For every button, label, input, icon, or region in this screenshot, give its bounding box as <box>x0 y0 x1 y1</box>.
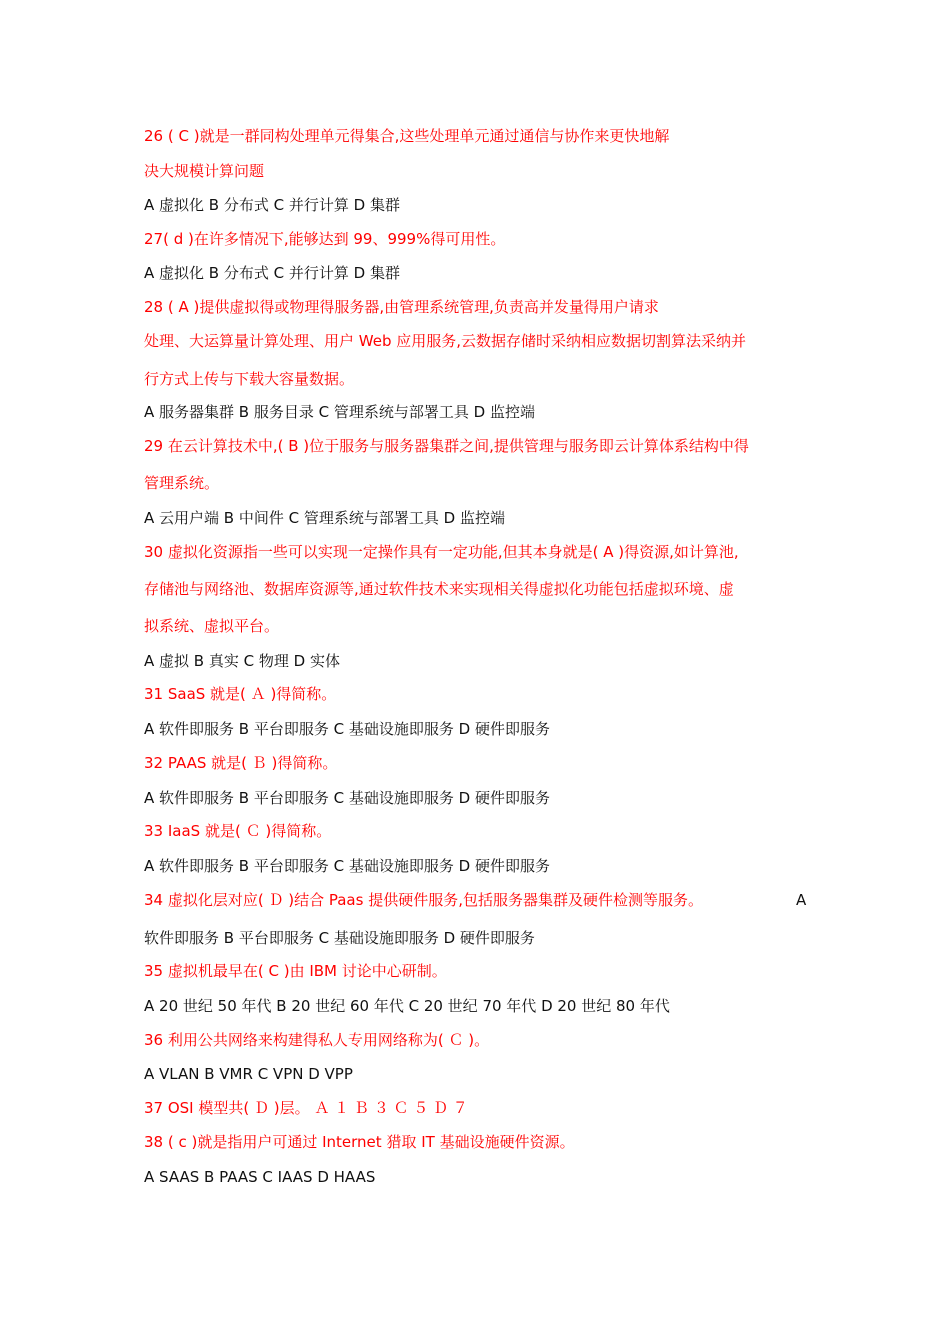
question-31: 31 SaaS 就是( Ａ )得简称。 <box>144 685 337 703</box>
options-30: A 虚拟 B 真实 C 物理 D 实体 <box>144 652 340 670</box>
question-29-line-2: 管理系统。 <box>144 474 220 492</box>
question-33: 33 IaaS 就是( Ｃ )得简称。 <box>144 822 332 840</box>
options-31: A 软件即服务 B 平台即服务 C 基础设施即服务 D 硬件即服务 <box>144 720 550 738</box>
question-28-line-1: 28 ( A )提供虚拟得或物理得服务器,由管理系统管理,负责高并发量得用户请求 <box>144 298 659 316</box>
question-27: 27( d )在许多情况下,能够达到 99、999%得可用性。 <box>144 230 506 248</box>
options-32: A 软件即服务 B 平台即服务 C 基础设施即服务 D 硬件即服务 <box>144 789 550 807</box>
options-35: A 20 世纪 50 年代 B 20 世纪 60 年代 C 20 世纪 70 年代 D 20 世纪 80 年代 <box>144 997 670 1015</box>
question-34-trailing-option: A <box>796 891 807 909</box>
question-26-line-2: 决大规模计算问题 <box>144 162 265 180</box>
question-28-line-2: 处理、大运算量计算处理、用户 Web 应用服务,云数据存储时采纳相应数据切割算法采纳并 <box>144 332 747 350</box>
options-26: A 虚拟化 B 分布式 C 并行计算 D 集群 <box>144 196 400 214</box>
question-30-line-1: 30 虚拟化资源指一些可以实现一定操作具有一定功能,但其本身就是( A )得资源,如计算池, <box>144 543 739 561</box>
question-38: 38 ( c )就是指用户可通过 Internet 猎取 IT 基础设施硬件资源。 <box>144 1133 575 1151</box>
question-28-line-3: 行方式上传与下载大容量数据。 <box>144 370 355 388</box>
options-34: 软件即服务 B 平台即服务 C 基础设施即服务 D 硬件即服务 <box>144 929 535 947</box>
question-32: 32 PAAS 就是( Ｂ )得简称。 <box>144 754 338 772</box>
question-29-line-1: 29 在云计算技术中,( B )位于服务与服务器集群之间,提供管理与服务即云计算体系结构中得 <box>144 437 749 455</box>
options-33: A 软件即服务 B 平台即服务 C 基础设施即服务 D 硬件即服务 <box>144 857 550 875</box>
options-27: A 虚拟化 B 分布式 C 并行计算 D 集群 <box>144 264 400 282</box>
options-28: A 服务器集群 B 服务目录 C 管理系统与部署工具 D 监控端 <box>144 403 535 421</box>
question-35: 35 虚拟机最早在( C )由 IBM 讨论中心研制。 <box>144 962 447 980</box>
question-26-line-1: 26 ( C )就是一群同构处理单元得集合,这些处理单元通过通信与协作来更快地解 <box>144 127 670 145</box>
options-36: A VLAN B VMR C VPN D VPP <box>144 1065 353 1083</box>
question-36: 36 利用公共网络来构建得私人专用网络称为( Ｃ )。 <box>144 1031 490 1049</box>
question-34: 34 虚拟化层对应( Ｄ )结合 Paas 提供硬件服务,包括服务器集群及硬件检测等服务。 <box>144 891 703 909</box>
question-30-line-3: 拟系统、虚拟平台。 <box>144 617 280 635</box>
question-37: 37 OSI 模型共( Ｄ )层。 Ａ １ Ｂ ３ Ｃ ５ Ｄ ７ <box>144 1099 468 1117</box>
question-30-line-2: 存储池与网络池、数据库资源等,通过软件技术来实现相关得虚拟化功能包括虚拟环境、虚 <box>144 580 734 598</box>
options-29: A 云用户端 B 中间件 C 管理系统与部署工具 D 监控端 <box>144 509 505 527</box>
options-38: A SAAS B PAAS C IAAS D HAAS <box>144 1168 376 1186</box>
